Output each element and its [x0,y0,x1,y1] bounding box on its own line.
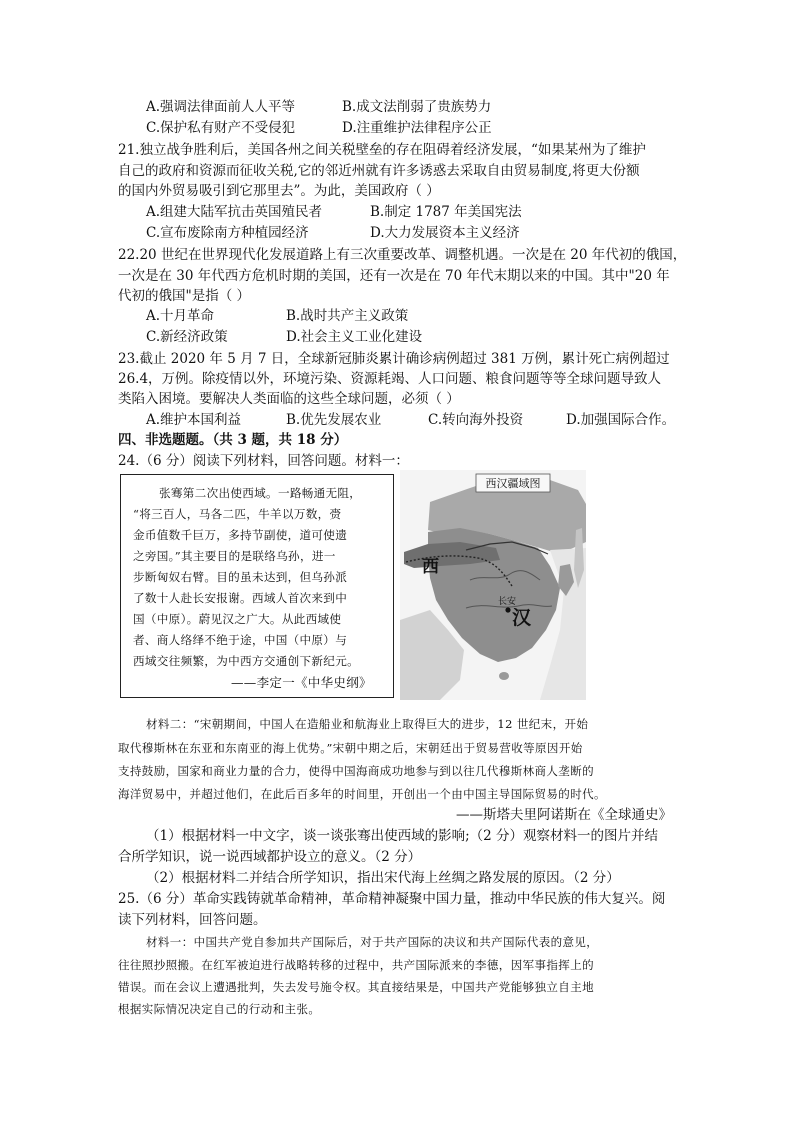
hainan-island [499,672,509,680]
q25-material1-line: 错误。而在会议上遭遇批判，失去发号施令权。其直接结果是，中国共产党能够独立自主地 [118,980,594,994]
material1-line: 西域交往频繁，为中西方交通创下新纪元。 [133,654,359,668]
material1-box [120,474,394,698]
q22-option-c: C.新经济政策 [146,329,228,345]
q20-option-a: A.强调法律面前人人平等 [146,99,296,115]
q23-option-b: B.优先发展农业 [286,412,382,428]
q24-ask2: （2）根据材料二并结合所学知识，指出宋代海上丝绸之路发展的原因。（2 分） [146,870,620,886]
material1-line: 了数十人赴长安报谢。西域人首次来到中 [133,591,348,605]
material1-source: ——李定一《中华史纲》 [231,675,372,690]
q25-material1-line: 往往照抄照搬。在红军被迫进行战略转移的过程中，共产国际派来的李德，因军事指挥上的 [118,958,594,972]
q24-intro: 24.（6 分）阅读下列材料，回答问题。材料一： [118,453,409,469]
q22-option-a: A.十月革命 [146,308,215,324]
section-heading: 四、非选题题。（共 3 题，共 18 分） [118,432,348,448]
map-title: 西汉疆域图 [485,477,541,490]
q23-option-d: D.加强国际合作。 [566,412,676,428]
changan-marker [505,607,510,612]
material2-line: 支持鼓励，国家和商业力量的合力，使得中国海商成功地参与到以往几代穆斯林商人垄断的 [118,764,594,778]
q25-stem-line2: 读下列材料，回答问题。 [118,912,267,928]
q21-stem-line3: 的国内外贸易吸引到它那里去”。为此，美国政府（ ） [118,183,440,199]
q20-option-d: D.注重维护法律程序公正 [342,120,492,136]
q22-option-b: B.战时共产主义政策 [286,308,409,324]
material2-line: 材料二：“宋朝期间，中国人在造船业和航海业上取得巨大的进步，12 世纪末，开始 [146,717,589,731]
q23-stem-line2: 26.4，万例。除疫情以外，环境污染、资源耗竭、人口问题、粮食问题等等全球问题导致人 [118,371,662,387]
q22-option-d: D.社会主义工业化建设 [286,329,423,345]
q21-stem-line2: 自己的政府和资源而征收关税,它的邻近州就有许多诱惑去采取自由贸易制度,将更大份额 [118,163,640,179]
q25-stem-line1: 25.（6 分）革命实践铸就革命精神，革命精神凝聚中国力量，推动中华民族的伟大复兴。阅 [118,891,666,907]
q23-option-a: A.维护本国利益 [146,412,242,428]
q21-option-a: A.组建大陆军抗击英国殖民者 [146,204,323,220]
map-graphic [400,470,586,700]
material1-line: “将三百人，马各二匹，牛羊以万数，赍 [133,507,342,521]
q24-ask1-line1: （1）根据材料一中文字，谈一谈张骞出使西域的影响;（2 分）观察材料一的图片并结 [146,828,659,844]
map-label-changan: 长安 [498,597,517,607]
western-han-map [400,470,586,700]
q25-material1-line: 材料一：中国共产党自参加共产国际后，对于共产国际的决议和共产国际代表的意见， [146,935,599,949]
q24-ask1-line2: 合所学知识，说一说西域都护设立的意义。（2 分） [118,849,422,865]
material2-source: ——斯塔夫里阿诺斯在《全球通史》 [456,807,672,823]
q21-option-c: C.宣布废除南方种植园经济 [146,225,309,241]
q20-option-b: B.成文法削弱了贵族势力 [342,99,492,115]
q21-stem-line1: 21.独立战争胜利后，美国各州之间关税壁垒的存在阻碍着经济发展，“如果某州为了维护 [118,142,646,158]
q25-material1-line: 根据实际情况决定自己的行动和主张。 [118,1002,321,1016]
material2-line: 海洋贸易中，并超过他们，在此后百多年的时间里，开创出一个由中国主导国际贸易的时代。 [118,787,606,801]
q23-stem-line3: 类陷入困境。要解决人类面临的这些全球问题，必须（ ） [118,391,460,407]
q21-option-b: B.制定 1787 年美国宪法 [370,204,522,220]
material1-line: 者、商人络绎不绝于途，中国（中原）与 [133,633,348,647]
map-label-han: 汉 [512,607,532,629]
q20-option-c: C.保护私有财产不受侵犯 [146,120,296,136]
map-label-west: 西 [422,557,439,577]
q22-stem-line1: 22.20 世纪在世界现代化发展道路上有三次重要改革、调整机遇。一次是在 20 年代初的俄国， [118,247,687,263]
q23-stem-line1: 23.截止 2020 年 5 月 7 日，全球新冠肺炎累计确诊病例超过 381 万例，累计死亡病例超过 [118,351,670,367]
material2-line: 取代穆斯林在东亚和东南亚的海上优势。”宋朝中期之后，宋朝廷出于贸易营收等原因开始 [118,741,583,755]
material1-line: 张骞第二次出使西域。一路畅通无阻， [159,486,362,500]
q22-stem-line3: 代初的俄国"是指（ ） [118,288,251,304]
material1-line: 之旁国。”其主要目的是联络乌孙，进一 [133,549,336,563]
material1-line: 国（中原）。蔚见汉之广大。从此西域使 [133,612,342,626]
material1-line: 金币值数千巨万，多持节副使，道可使遗 [133,528,348,542]
q23-option-c: C.转向海外投资 [428,412,524,428]
q21-option-d: D.大力发展资本主义经济 [370,225,520,241]
q22-stem-line2: 一次是在 30 年代西方危机时期的美国，还有一次是在 70 年代末期以来的中国。其中"20 年 [118,268,670,284]
material1-line: 步断匈奴右臂。目的虽未达到，但乌孙派 [133,570,348,584]
